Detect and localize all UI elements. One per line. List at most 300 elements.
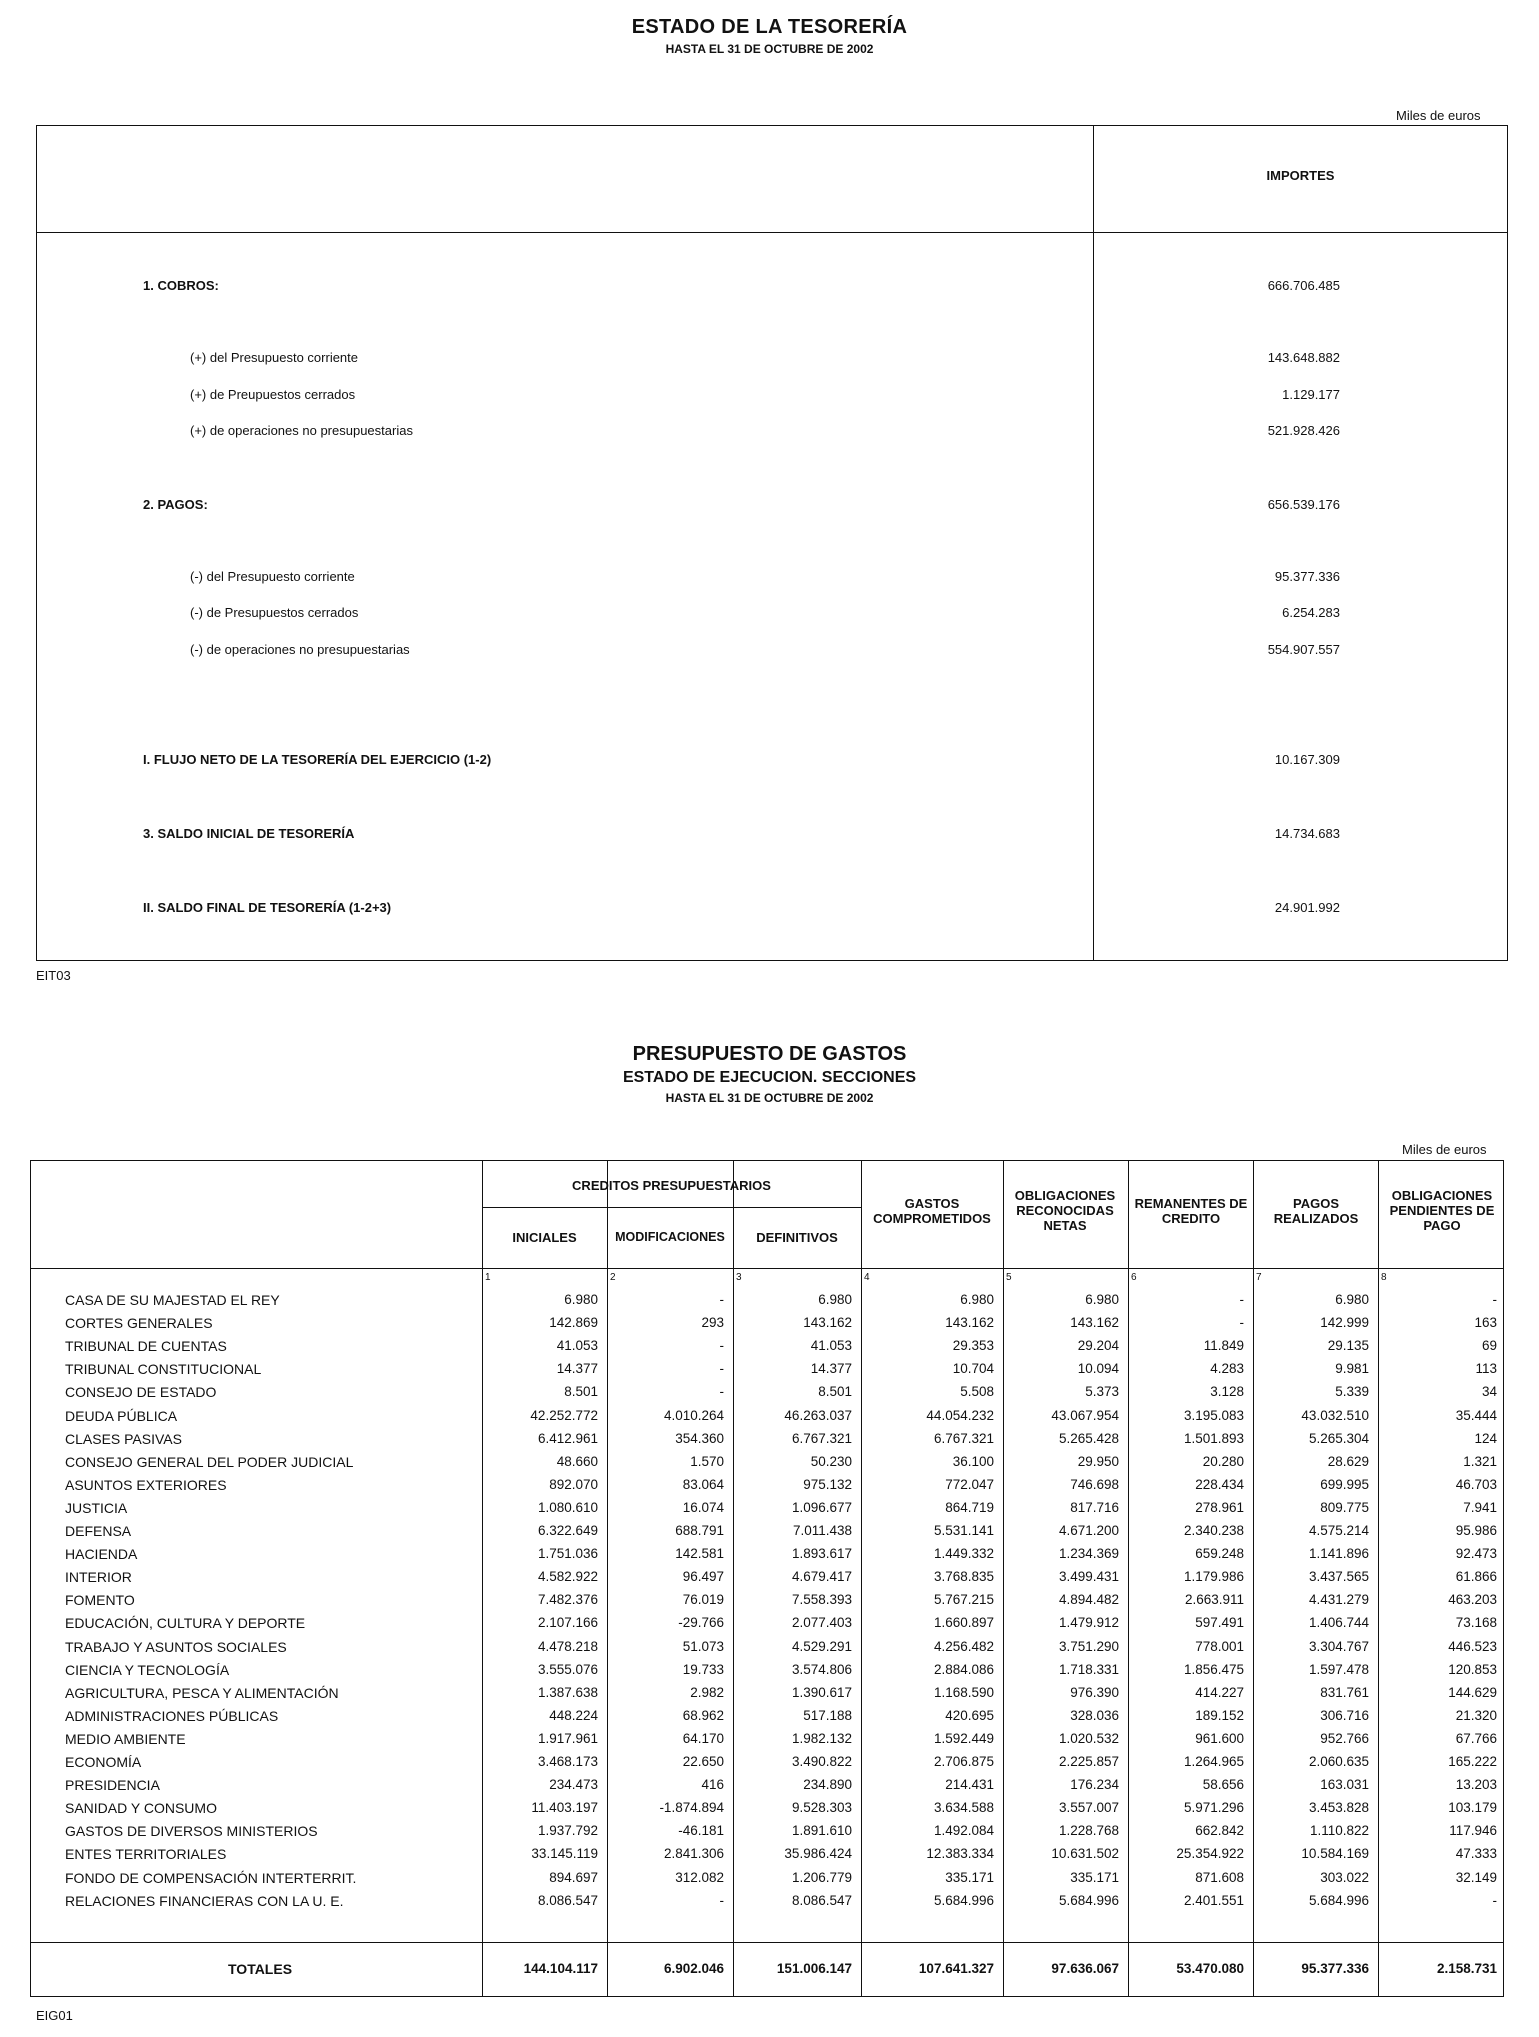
treasury-row-label: 3. SALDO INICIAL DE TESORERÍA <box>143 826 355 841</box>
row-value: 41.053 <box>556 1338 598 1353</box>
treasury-row-label: 2. PAGOS: <box>143 497 208 512</box>
row-value: 5.265.304 <box>1308 1431 1369 1446</box>
row-value: 3.751.290 <box>1058 1639 1119 1654</box>
row-value: 10.094 <box>1077 1361 1119 1376</box>
row-value: 772.047 <box>945 1477 994 1492</box>
row-value: 5.339 <box>1335 1384 1369 1399</box>
treasury-row-label: (-) del Presupuesto corriente <box>190 569 355 584</box>
row-value: 335.171 <box>1070 1870 1119 1885</box>
row-value: 1.179.986 <box>1183 1569 1244 1584</box>
row-value: 46.263.037 <box>784 1408 852 1423</box>
row-value: 64.170 <box>682 1731 724 1746</box>
row-value: 4.671.200 <box>1058 1523 1119 1538</box>
treasury-row-value: 521.928.426 <box>1267 423 1340 438</box>
treasury-row-value: 10.167.309 <box>1274 752 1340 767</box>
row-value: 517.188 <box>803 1708 852 1723</box>
totals-label: TOTALES <box>228 1961 293 1977</box>
row-value: 6.767.321 <box>933 1431 994 1446</box>
row-name: FONDO DE COMPENSACIÓN INTERTERRIT. <box>65 1870 357 1886</box>
header-divider <box>30 1268 1504 1269</box>
row-value: - <box>719 1893 724 1908</box>
totals-value: 2.158.731 <box>1436 1961 1497 1976</box>
row-value: 61.866 <box>1455 1569 1497 1584</box>
row-value: 5.373 <box>1085 1384 1119 1399</box>
row-value: 8.086.547 <box>537 1893 598 1908</box>
row-value: 3.768.835 <box>933 1569 994 1584</box>
row-name: RELACIONES FINANCIERAS CON LA U. E. <box>65 1893 344 1909</box>
row-value: 446.523 <box>1448 1639 1497 1654</box>
column-number: 6 <box>1131 1272 1137 1283</box>
row-value: 2.060.635 <box>1308 1754 1369 1769</box>
column-header: OBLIGACIONES PENDIENTES DE PAGO <box>1389 1188 1495 1233</box>
row-value: 1.751.036 <box>537 1546 598 1561</box>
row-name: EDUCACIÓN, CULTURA Y DEPORTE <box>65 1615 306 1631</box>
row-value: 113 <box>1475 1361 1497 1376</box>
row-value: - <box>719 1361 724 1376</box>
row-value: 14.377 <box>556 1361 598 1376</box>
column-header: REMANENTES DE CREDITO <box>1134 1196 1248 1226</box>
row-value: 1.406.744 <box>1308 1615 1369 1630</box>
row-value: 1.206.779 <box>791 1870 852 1885</box>
row-value: 975.132 <box>803 1477 852 1492</box>
row-value: 7.011.438 <box>792 1523 852 1538</box>
row-value: 29.135 <box>1327 1338 1369 1353</box>
treasury-row-value: 6.254.283 <box>1282 605 1340 620</box>
row-value: 11.403.197 <box>531 1800 598 1815</box>
row-value: 4.582.922 <box>537 1569 598 1584</box>
treasury-row-value: 1.129.177 <box>1282 387 1340 402</box>
row-value: 234.473 <box>549 1777 598 1792</box>
row-name: SANIDAD Y CONSUMO <box>65 1800 217 1816</box>
row-value: 4.529.291 <box>791 1639 852 1654</box>
row-value: 144.629 <box>1448 1685 1497 1700</box>
row-value: 9.528.303 <box>791 1800 852 1815</box>
totals-value: 107.641.327 <box>918 1961 994 1976</box>
column-header: DEFINITIVOS <box>756 1230 838 1245</box>
totals-divider <box>30 1942 1504 1943</box>
row-value: 6.980 <box>1085 1292 1119 1307</box>
row-value: 92.473 <box>1455 1546 1497 1561</box>
row-name: PRESIDENCIA <box>65 1777 160 1793</box>
row-value: 44.054.232 <box>926 1408 994 1423</box>
row-value: 83.064 <box>682 1477 724 1492</box>
row-value: 831.761 <box>1320 1685 1369 1700</box>
row-name: ASUNTOS EXTERIORES <box>65 1477 227 1493</box>
row-value: 3.468.173 <box>537 1754 598 1769</box>
row-value: 6.980 <box>960 1292 994 1307</box>
row-value: 1.937.792 <box>537 1823 598 1838</box>
row-name: TRABAJO Y ASUNTOS SOCIALES <box>65 1639 287 1655</box>
row-value: 43.067.954 <box>1051 1408 1119 1423</box>
row-value: 142.581 <box>675 1546 724 1561</box>
row-value: 1.492.084 <box>933 1823 994 1838</box>
row-value: 69 <box>1481 1338 1497 1353</box>
row-value: 13.203 <box>1455 1777 1497 1792</box>
row-value: 29.353 <box>952 1338 994 1353</box>
row-value: 448.224 <box>549 1708 598 1723</box>
row-value: 2.884.086 <box>933 1662 994 1677</box>
treasury-row-value: 143.648.882 <box>1267 350 1340 365</box>
row-value: 1.570 <box>690 1454 724 1469</box>
row-value: 952.766 <box>1320 1731 1369 1746</box>
row-value: 25.354.922 <box>1176 1846 1244 1861</box>
row-value: 699.995 <box>1320 1477 1369 1492</box>
treasury-row-label: 1. COBROS: <box>143 278 219 293</box>
row-value: 2.663.911 <box>1184 1592 1244 1607</box>
row-value: 6.767.321 <box>791 1431 852 1446</box>
row-value: 228.434 <box>1195 1477 1244 1492</box>
row-value: 4.010.264 <box>663 1408 724 1423</box>
column-header: OBLIGACIONES RECONOCIDAS NETAS <box>1014 1188 1116 1233</box>
row-value: 354.360 <box>675 1431 724 1446</box>
row-value: 6.980 <box>564 1292 598 1307</box>
treasury-column-divider <box>1093 125 1094 961</box>
row-value: 163 <box>1474 1315 1497 1330</box>
row-value: 1.234.369 <box>1058 1546 1119 1561</box>
row-value: 463.203 <box>1448 1592 1497 1607</box>
totals-value: 53.470.080 <box>1176 1961 1244 1976</box>
treasury-row-value: 656.539.176 <box>1267 497 1340 512</box>
row-value: 143.162 <box>1070 1315 1119 1330</box>
row-value: 1.893.617 <box>791 1546 852 1561</box>
row-value: 4.283 <box>1210 1361 1244 1376</box>
row-value: 4.431.279 <box>1308 1592 1369 1607</box>
treasury-row-value: 24.901.992 <box>1274 900 1340 915</box>
totals-value: 97.636.067 <box>1051 1961 1119 1976</box>
row-value: 1.228.768 <box>1058 1823 1119 1838</box>
column-number: 7 <box>1256 1272 1262 1283</box>
row-value: 1.592.449 <box>933 1731 994 1746</box>
row-name: AGRICULTURA, PESCA Y ALIMENTACIÓN <box>65 1685 339 1701</box>
row-value: 10.704 <box>952 1361 994 1376</box>
column-header: PAGOS REALIZADOS <box>1273 1196 1359 1226</box>
row-value: 58.656 <box>1202 1777 1244 1792</box>
row-value: 4.478.218 <box>537 1639 598 1654</box>
row-value: 35.986.424 <box>784 1846 852 1861</box>
row-value: 278.961 <box>1195 1500 1244 1515</box>
row-value: 2.107.166 <box>537 1615 598 1630</box>
column-number: 2 <box>610 1272 616 1283</box>
row-value: 312.082 <box>675 1870 724 1885</box>
row-value: 1.020.532 <box>1058 1731 1119 1746</box>
treasury-header-divider <box>36 232 1508 233</box>
column-divider <box>1378 1160 1379 1997</box>
row-value: 214.431 <box>945 1777 994 1792</box>
row-name: TRIBUNAL CONSTITUCIONAL <box>65 1361 262 1377</box>
row-value: 3.499.431 <box>1058 1569 1119 1584</box>
row-value: 1.321 <box>1463 1454 1497 1469</box>
row-value: 3.304.767 <box>1308 1639 1369 1654</box>
row-value: 688.791 <box>675 1523 724 1538</box>
row-name: HACIENDA <box>65 1546 138 1562</box>
row-value: 48.660 <box>556 1454 598 1469</box>
row-value: 3.555.076 <box>537 1662 598 1677</box>
row-value: 165.222 <box>1448 1754 1497 1769</box>
row-value: 21.320 <box>1455 1708 1497 1723</box>
row-name: CORTES GENERALES <box>65 1315 213 1331</box>
row-value: 5.531.141 <box>933 1523 994 1538</box>
column-number: 8 <box>1381 1272 1387 1283</box>
row-value: 120.853 <box>1448 1662 1497 1677</box>
group-header-divider <box>482 1207 861 1208</box>
row-value: -1.874.894 <box>659 1800 724 1815</box>
row-value: -29.766 <box>678 1615 724 1630</box>
row-value: 34 <box>1481 1384 1497 1399</box>
row-value: 1.501.893 <box>1183 1431 1244 1446</box>
totals-value: 6.902.046 <box>663 1961 724 1976</box>
totals-value: 151.006.147 <box>776 1961 852 1976</box>
row-value: 5.684.996 <box>1058 1893 1119 1908</box>
row-value: 1.141.896 <box>1308 1546 1369 1561</box>
column-divider <box>1253 1160 1254 1997</box>
row-value: 46.703 <box>1455 1477 1497 1492</box>
row-value: 19.733 <box>682 1662 724 1677</box>
column-header: MODIFICACIONES <box>615 1230 725 1244</box>
row-value: 67.766 <box>1455 1731 1497 1746</box>
row-value: 864.719 <box>945 1500 994 1515</box>
row-value: 1.449.332 <box>933 1546 994 1561</box>
row-name: FOMENTO <box>65 1592 135 1608</box>
row-value: 2.077.403 <box>791 1615 852 1630</box>
row-value: 6.412.961 <box>537 1431 598 1446</box>
row-value: 659.248 <box>1195 1546 1244 1561</box>
expenses-code: EIG01 <box>36 2008 73 2023</box>
treasury-row-value: 666.706.485 <box>1267 278 1340 293</box>
row-value: 303.022 <box>1320 1870 1369 1885</box>
treasury-row-label: (+) de Preupuestos cerrados <box>190 387 356 402</box>
row-value: 5.684.996 <box>1308 1893 1369 1908</box>
row-value: 1.597.478 <box>1308 1662 1369 1677</box>
row-value: 597.491 <box>1195 1615 1244 1630</box>
row-name: CASA DE SU MAJESTAD EL REY <box>65 1292 280 1308</box>
row-value: 47.333 <box>1455 1846 1497 1861</box>
row-value: 35.444 <box>1455 1408 1497 1423</box>
row-value: 50.230 <box>810 1454 852 1469</box>
column-header: INICIALES <box>512 1230 577 1245</box>
row-value: 42.252.772 <box>530 1408 598 1423</box>
row-value: 3.453.828 <box>1308 1800 1369 1815</box>
row-name: GASTOS DE DIVERSOS MINISTERIOS <box>65 1823 318 1839</box>
row-value: 778.001 <box>1195 1639 1244 1654</box>
row-value: 7.558.393 <box>791 1592 852 1607</box>
row-value: 117.946 <box>1449 1823 1497 1838</box>
row-name: CONSEJO GENERAL DEL PODER JUDICIAL <box>65 1454 354 1470</box>
row-name: JUSTICIA <box>65 1500 128 1516</box>
treasury-row-value: 554.907.557 <box>1267 642 1340 657</box>
row-value: 1.264.965 <box>1183 1754 1244 1769</box>
row-value: 3.634.588 <box>933 1800 994 1815</box>
row-value: 6.980 <box>1335 1292 1369 1307</box>
row-value: 9.981 <box>1335 1361 1369 1376</box>
row-value: 73.168 <box>1455 1615 1497 1630</box>
row-value: 2.841.306 <box>663 1846 724 1861</box>
group-header: CREDITOS PRESUPUESTARIOS <box>572 1178 771 1193</box>
row-value: 41.053 <box>810 1338 852 1353</box>
row-value: 306.716 <box>1320 1708 1369 1723</box>
column-number: 5 <box>1006 1272 1012 1283</box>
row-value: 2.225.857 <box>1058 1754 1119 1769</box>
treasury-units: Miles de euros <box>1396 108 1481 123</box>
row-name: ECONOMÍA <box>65 1754 142 1770</box>
treasury-row-value: 95.377.336 <box>1274 569 1340 584</box>
row-value: 1.110.822 <box>1309 1823 1369 1838</box>
row-value: 5.684.996 <box>933 1893 994 1908</box>
row-value: 3.574.806 <box>791 1662 852 1677</box>
treasury-row-label: II. SALDO FINAL DE TESORERÍA (1-2+3) <box>143 900 392 915</box>
row-value: 43.032.510 <box>1301 1408 1369 1423</box>
row-value: 1.660.897 <box>933 1615 994 1630</box>
column-divider <box>1128 1160 1129 1997</box>
row-value: - <box>1492 1893 1497 1908</box>
row-value: 414.227 <box>1195 1685 1244 1700</box>
row-value: - <box>1239 1315 1244 1330</box>
row-value: 6.980 <box>818 1292 852 1307</box>
column-divider <box>1003 1160 1004 1997</box>
row-value: 293 <box>701 1315 724 1330</box>
treasury-amount-header: IMPORTES <box>1266 168 1335 183</box>
row-value: 1.390.617 <box>791 1685 852 1700</box>
row-value: 8.501 <box>818 1384 852 1399</box>
row-value: 142.999 <box>1320 1315 1369 1330</box>
row-name: INTERIOR <box>65 1569 132 1585</box>
row-value: 1.917.961 <box>537 1731 598 1746</box>
row-name: ENTES TERRITORIALES <box>65 1846 227 1862</box>
row-value: 96.497 <box>682 1569 724 1584</box>
row-value: - <box>719 1338 724 1353</box>
totals-value: 95.377.336 <box>1301 1961 1369 1976</box>
row-value: 12.383.334 <box>926 1846 994 1861</box>
row-value: 234.890 <box>803 1777 852 1792</box>
row-value: 20.280 <box>1202 1454 1244 1469</box>
row-value: 5.971.296 <box>1183 1800 1244 1815</box>
totals-value: 144.104.117 <box>523 1961 598 1976</box>
row-value: 143.162 <box>803 1315 852 1330</box>
row-value: 32.149 <box>1455 1870 1497 1885</box>
row-value: 817.716 <box>1070 1500 1119 1515</box>
row-name: CIENCIA Y TECNOLOGÍA <box>65 1662 230 1678</box>
row-value: 7.941 <box>1463 1500 1497 1515</box>
row-value: 4.256.482 <box>933 1639 994 1654</box>
row-name: DEFENSA <box>65 1523 132 1539</box>
row-value: - <box>1492 1292 1497 1307</box>
row-value: 2.401.551 <box>1183 1893 1244 1908</box>
row-value: 894.697 <box>549 1870 598 1885</box>
row-name: MEDIO AMBIENTE <box>65 1731 186 1747</box>
row-value: 33.145.119 <box>531 1846 598 1861</box>
row-value: 5.767.215 <box>933 1592 994 1607</box>
row-value: -46.181 <box>678 1823 724 1838</box>
row-value: 29.204 <box>1077 1338 1119 1353</box>
row-name: TRIBUNAL DE CUENTAS <box>65 1338 227 1354</box>
row-value: 328.036 <box>1070 1708 1119 1723</box>
row-value: 7.482.376 <box>537 1592 598 1607</box>
column-divider <box>607 1160 608 1997</box>
row-value: 662.842 <box>1195 1823 1244 1838</box>
row-value: 2.340.238 <box>1183 1523 1244 1538</box>
row-value: 6.322.649 <box>537 1523 598 1538</box>
row-value: 51.073 <box>682 1639 724 1654</box>
row-value: 29.950 <box>1077 1454 1119 1469</box>
row-value: 4.679.417 <box>791 1569 852 1584</box>
treasury-title: ESTADO DE LA TESORERÍA <box>631 16 908 38</box>
row-name: ADMINISTRACIONES PÚBLICAS <box>65 1708 279 1724</box>
row-value: 871.608 <box>1195 1870 1244 1885</box>
column-header: GASTOS COMPROMETIDOS <box>873 1196 991 1226</box>
column-number: 3 <box>736 1272 742 1283</box>
row-value: 1.168.590 <box>933 1685 994 1700</box>
column-divider <box>861 1160 862 1997</box>
row-value: 10.631.502 <box>1051 1846 1119 1861</box>
row-value: 3.437.565 <box>1308 1569 1369 1584</box>
row-value: 4.575.214 <box>1308 1523 1369 1538</box>
treasury-row-label: (+) del Presupuesto corriente <box>190 350 359 365</box>
row-value: 14.377 <box>810 1361 852 1376</box>
row-value: 8.501 <box>564 1384 598 1399</box>
expenses-date: HASTA EL 31 DE OCTUBRE DE 2002 <box>665 1091 874 1105</box>
row-value: 4.894.482 <box>1058 1592 1119 1607</box>
row-value: 76.019 <box>682 1592 724 1607</box>
row-value: 68.962 <box>682 1708 724 1723</box>
row-value: 11.849 <box>1203 1338 1244 1353</box>
row-value: 335.171 <box>945 1870 994 1885</box>
row-value: 961.600 <box>1195 1731 1244 1746</box>
row-value: 746.698 <box>1070 1477 1119 1492</box>
row-value: 2.706.875 <box>933 1754 994 1769</box>
row-value: 95.986 <box>1455 1523 1497 1538</box>
row-value: - <box>1239 1292 1244 1307</box>
treasury-row-value: 14.734.683 <box>1274 826 1340 841</box>
treasury-code: EIT03 <box>36 968 71 983</box>
row-value: 10.584.169 <box>1301 1846 1369 1861</box>
row-value: 3.490.822 <box>791 1754 852 1769</box>
row-value: 1.718.331 <box>1058 1662 1119 1677</box>
treasury-row-label: (-) de Presupuestos cerrados <box>190 605 359 620</box>
row-value: 28.629 <box>1327 1454 1369 1469</box>
row-value: 1.387.638 <box>537 1685 598 1700</box>
row-name: DEUDA PÚBLICA <box>65 1408 178 1424</box>
row-value: 1.096.677 <box>791 1500 852 1515</box>
expenses-units: Miles de euros <box>1402 1142 1487 1157</box>
row-value: 809.775 <box>1320 1500 1369 1515</box>
row-value: - <box>719 1292 724 1307</box>
row-value: 2.982 <box>690 1685 724 1700</box>
row-value: 3.128 <box>1210 1384 1244 1399</box>
row-value: 1.856.475 <box>1183 1662 1244 1677</box>
row-value: - <box>719 1384 724 1399</box>
row-value: 5.265.428 <box>1058 1431 1119 1446</box>
column-number: 1 <box>485 1272 491 1283</box>
column-divider <box>733 1160 734 1997</box>
row-value: 8.086.547 <box>791 1893 852 1908</box>
row-value: 36.100 <box>952 1454 994 1469</box>
row-value: 3.195.083 <box>1183 1408 1244 1423</box>
row-value: 892.070 <box>549 1477 598 1492</box>
row-value: 1.982.132 <box>791 1731 852 1746</box>
row-value: 22.650 <box>682 1754 724 1769</box>
row-value: 103.179 <box>1448 1800 1497 1815</box>
treasury-subtitle: HASTA EL 31 DE OCTUBRE DE 2002 <box>665 42 874 56</box>
row-value: 5.508 <box>960 1384 994 1399</box>
treasury-row-label: I. FLUJO NETO DE LA TESORERÍA DEL EJERCICIO (1-2) <box>143 752 492 767</box>
row-value: 16.074 <box>682 1500 724 1515</box>
treasury-row-label: (+) de operaciones no presupuestarias <box>190 423 413 438</box>
row-value: 143.162 <box>945 1315 994 1330</box>
row-value: 416 <box>701 1777 724 1792</box>
row-value: 1.891.610 <box>791 1823 852 1838</box>
treasury-row-label: (-) de operaciones no presupuestarias <box>190 642 410 657</box>
row-value: 163.031 <box>1320 1777 1369 1792</box>
row-value: 1.479.912 <box>1058 1615 1119 1630</box>
